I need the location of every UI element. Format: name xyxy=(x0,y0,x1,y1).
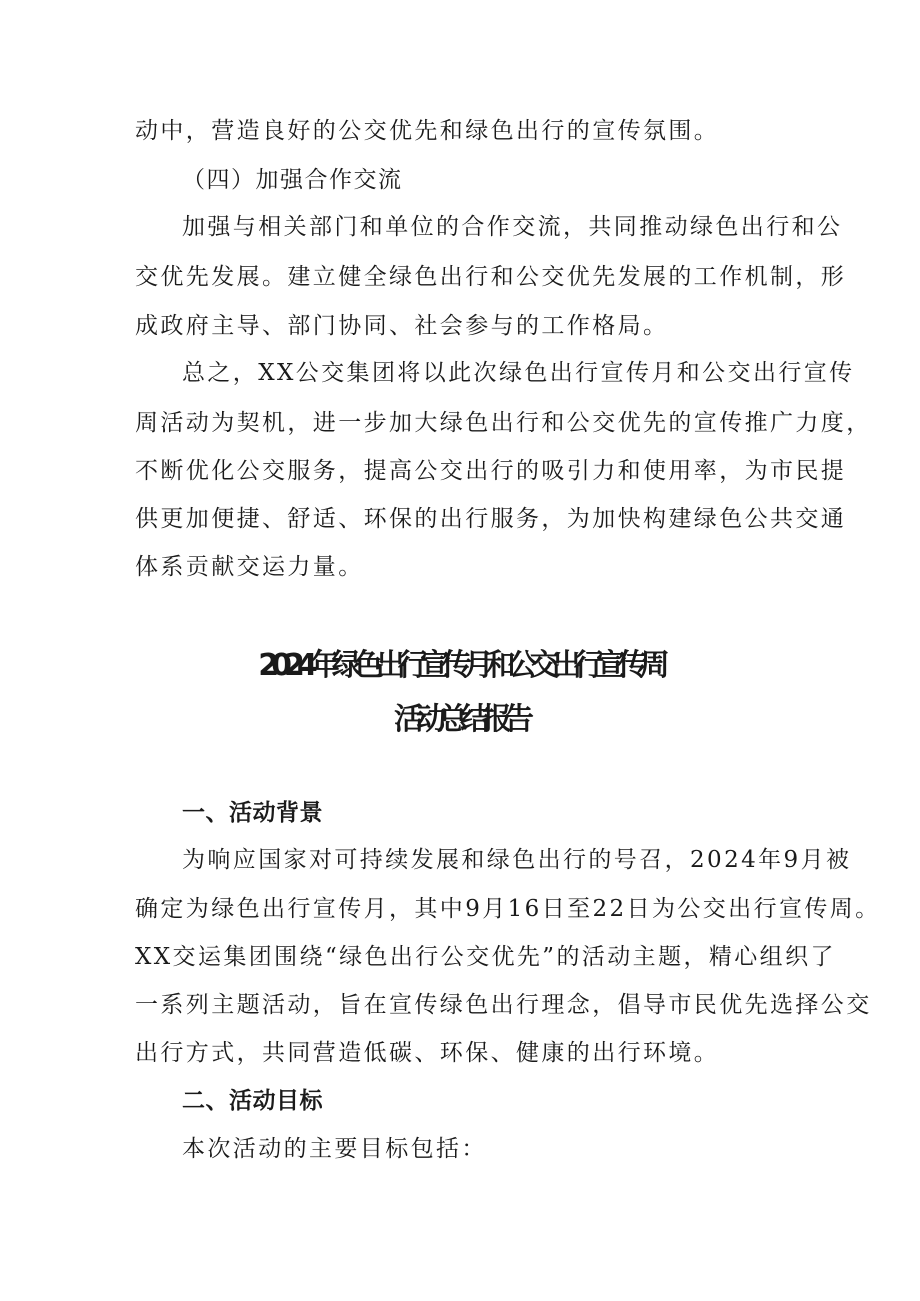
paragraph-line: XX交运集团围绕“绿色出行公交优先”的活动主题，精心组织了 xyxy=(135,944,836,970)
section-heading-cooperation: （四）加强合作交流 xyxy=(182,167,403,193)
paragraph-line: 不断优化公交服务，提高公交出行的吸引力和使用率，为市民提 xyxy=(135,458,847,484)
paragraph-line: 为响应国家对可持续发展和绿色出行的号召，2024年9月被 xyxy=(182,847,852,873)
report-title-line1: 2024年绿色出行宣传月和公交出行宣传周 xyxy=(258,648,662,683)
paragraph-line: 体系贡献交运力量。 xyxy=(135,554,364,580)
paragraph-line: 总之，XX公交集团将以此次绿色出行宣传月和公交出行宣传 xyxy=(182,360,855,386)
report-title-line2: 活动总结报告 xyxy=(394,702,526,737)
paragraph-line: 加强与相关部门和单位的合作交流，共同推动绿色出行和公 xyxy=(182,214,843,240)
paragraph-line: 出行方式，共同营造低碳、环保、健康的出行环境。 xyxy=(135,1040,720,1066)
section-heading-background: 一、活动背景 xyxy=(182,800,323,826)
paragraph-line: 交优先发展。建立健全绿色出行和公交优先发展的工作机制，形 xyxy=(135,264,847,290)
section-heading-goals: 二、活动目标 xyxy=(182,1088,323,1114)
paragraph-line: 周活动为契机，进一步加大绿色出行和公交优先的宣传推广力度， xyxy=(135,410,872,436)
paragraph-line: 成政府主导、部门协同、社会参与的工作格局。 xyxy=(135,313,669,339)
paragraph-line: 供更加便捷、舒适、环保的出行服务，为加快构建绿色公共交通 xyxy=(135,506,847,532)
paragraph-line: 确定为绿色出行宣传月，其中9月16日至22日为公交出行宣传周。 xyxy=(135,896,881,922)
continued-paragraph-line: 动中，营造良好的公交优先和绿色出行的宣传氛围。 xyxy=(135,118,720,144)
paragraph-line: 一系列主题活动，旨在宣传绿色出行理念，倡导市民优先选择公交 xyxy=(135,992,872,1018)
goals-intro-line: 本次活动的主要目标包括： xyxy=(182,1136,487,1162)
